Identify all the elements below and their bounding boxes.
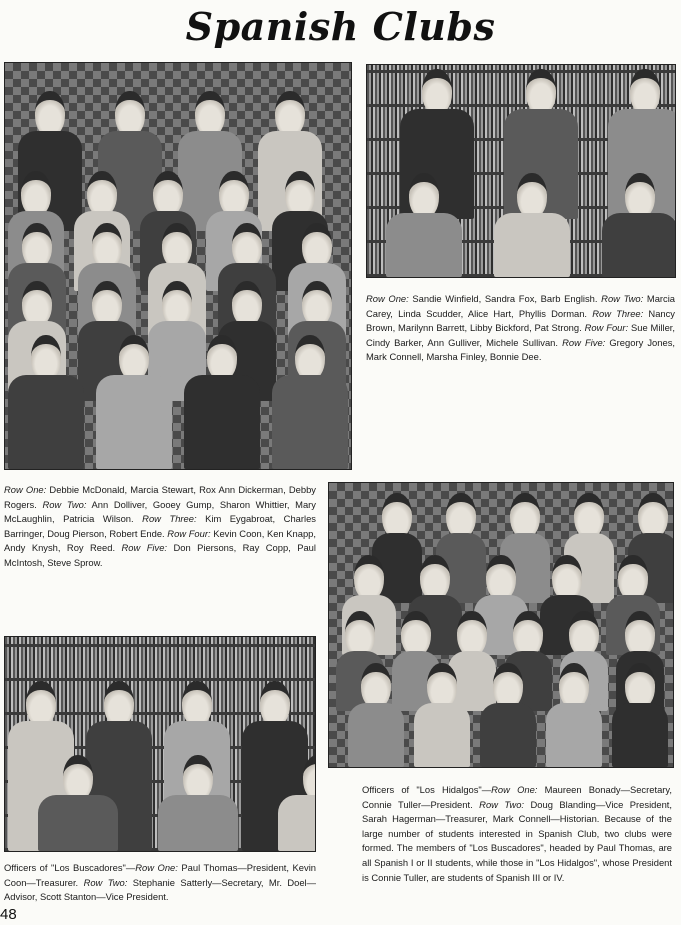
row-label: Row Two:	[83, 876, 128, 888]
row-label: Row Three:	[142, 513, 197, 525]
person-head	[361, 663, 391, 708]
row-label: Row Five:	[121, 542, 168, 554]
person-head	[517, 173, 547, 218]
person-head	[162, 223, 192, 268]
row-label: Row Two:	[479, 798, 525, 810]
person-figure	[599, 173, 676, 277]
person-head	[345, 611, 375, 656]
person-body	[602, 213, 676, 277]
caption-text: Sandie Winfield, Sandra Fox, Barb English.	[408, 293, 602, 304]
person-head	[427, 663, 457, 708]
photo-los-buscadores	[4, 636, 316, 852]
caption-text: Doug Blanding—Vice President, Sarah Hagerman—Treasurer, Mark Connell—Historian. Because of the large number of students interested in Spanish Club, two clubs were formed. The members of "Los Buscadores", headed by Paul Thomas, are all Spanish I or II students, while those in "Los Hidalgos", whose President is Connie Tuller, are students of Spanish III or IV.	[362, 798, 673, 883]
row-label: Row Two:	[42, 498, 87, 510]
person-head	[630, 69, 660, 114]
person-head	[638, 493, 668, 538]
person-head	[526, 69, 556, 114]
caption-text: Maureen Bonady—Secretary, Connie Tuller—President.	[362, 784, 672, 810]
person-head	[513, 611, 543, 656]
row-label: Row Four:	[167, 527, 211, 539]
person-head	[420, 555, 450, 600]
caption-text: Paul Thomas—President, Kevin Coon—Treasurer.	[4, 862, 316, 888]
person-head	[574, 493, 604, 538]
person-head	[63, 755, 93, 800]
caption-text: Sue Miller, Cindy Barker, Ann Gulliver, Michele Sullivan.	[366, 322, 676, 348]
caption-text: Officers of "Los Buscadores"—	[4, 862, 136, 873]
caption-text: Gregory Jones, Mark Connell, Marsha Finley, Bonnie Dee.	[366, 336, 675, 363]
person-head	[162, 281, 192, 326]
person-head	[409, 173, 439, 218]
person-figure	[35, 755, 121, 851]
person-figure	[477, 663, 539, 767]
person-body	[184, 375, 260, 469]
caption-group-bookshelf	[366, 292, 675, 365]
person-body	[348, 703, 404, 767]
person-figure	[345, 663, 407, 767]
person-figure	[5, 335, 87, 469]
person-head	[22, 223, 52, 268]
person-body	[612, 703, 668, 767]
person-head	[569, 611, 599, 656]
person-head	[260, 681, 290, 726]
row-label: Row Five:	[562, 336, 606, 348]
person-head	[446, 493, 476, 538]
person-head	[35, 91, 65, 136]
person-head	[382, 493, 412, 538]
person-head	[486, 555, 516, 600]
person-figure	[275, 755, 316, 851]
caption-text: Kim Eygabroat, Charles Barringer, Doug Pierson, Robert Ende.	[4, 513, 316, 539]
person-head	[232, 223, 262, 268]
person-head	[302, 281, 332, 326]
caption-text: Kevin Coon, Ken Knapp, Andy Knysh, Roy Reed.	[4, 527, 316, 554]
person-head	[92, 223, 122, 268]
person-figure	[383, 173, 465, 277]
person-head	[104, 681, 134, 726]
row-label: Row One:	[135, 862, 178, 873]
person-figure	[269, 335, 351, 469]
person-head	[115, 91, 145, 136]
person-figure	[491, 173, 573, 277]
person-head	[302, 223, 332, 268]
person-head	[31, 335, 61, 380]
person-head	[401, 611, 431, 656]
caption-los-hidalgos	[362, 783, 672, 885]
caption-text: Stephanie Satterly—Secretary, Mr. Doel—Advisor, Scott Stanton—Vice President.	[4, 876, 317, 903]
person-head	[457, 611, 487, 656]
person-head	[219, 171, 249, 216]
person-figure	[181, 335, 263, 469]
person-figure	[93, 335, 175, 469]
page-number: 48	[0, 906, 17, 923]
person-figure	[155, 755, 241, 851]
person-figure	[411, 663, 473, 767]
person-head	[625, 611, 655, 656]
person-head	[625, 173, 655, 218]
person-head	[552, 555, 582, 600]
caption-group-large	[4, 483, 316, 571]
person-head	[119, 335, 149, 380]
caption-text: Ann Dolliver, Gooey Gump, Sharon Whittier, Mary McLaughlin, Patricia Wilson.	[4, 498, 316, 525]
caption-text: Marcia Carey, Linda Scudder, Alice Hart, Phyllis Dorman.	[366, 293, 676, 319]
photo-los-hidalgos	[328, 482, 674, 768]
person-head	[207, 335, 237, 380]
person-head	[195, 91, 225, 136]
person-head	[510, 493, 540, 538]
person-head	[153, 171, 183, 216]
person-head	[625, 663, 655, 708]
person-body	[272, 375, 348, 469]
row-label: Row Three:	[592, 307, 644, 319]
person-body	[158, 795, 238, 851]
caption-text: Don Piersons, Ray Copp, Paul McIntosh, Steve Sprow.	[4, 542, 316, 568]
person-head	[87, 171, 117, 216]
person-head	[493, 663, 523, 708]
person-head	[92, 281, 122, 326]
caption-text: Nancy Brown, Marilynn Barrett, Libby Bickford, Pat Strong.	[366, 307, 675, 334]
person-body	[414, 703, 470, 767]
person-body	[386, 213, 462, 277]
caption-text: Officers of "Los Hidalgos"—	[362, 784, 492, 795]
person-head	[232, 281, 262, 326]
person-head	[285, 171, 315, 216]
person-head	[295, 335, 325, 380]
person-head	[303, 755, 316, 800]
group-photo-bookshelf	[366, 64, 676, 278]
person-head	[21, 171, 51, 216]
person-head	[559, 663, 589, 708]
group-photo-large	[4, 62, 352, 470]
page-title: Spanish Clubs	[185, 4, 496, 49]
person-body	[480, 703, 536, 767]
row-label: Row One:	[491, 784, 538, 795]
person-figure	[609, 663, 671, 767]
person-head	[618, 555, 648, 600]
person-body	[8, 375, 84, 469]
person-body	[546, 703, 602, 767]
person-head	[275, 91, 305, 136]
person-body	[278, 795, 316, 851]
person-head	[422, 69, 452, 114]
person-body	[96, 375, 172, 469]
row-label: Row Two:	[601, 293, 644, 304]
caption-los-buscadores	[4, 861, 316, 905]
person-body	[494, 213, 570, 277]
caption-text: Debbie McDonald, Marcia Stewart, Rox Ann Dickerman, Debby Rogers.	[4, 484, 316, 510]
person-body	[38, 795, 118, 851]
person-head	[26, 681, 56, 726]
person-head	[22, 281, 52, 326]
row-label: Row Four:	[584, 322, 629, 334]
person-head	[354, 555, 384, 600]
person-figure	[543, 663, 605, 767]
row-label: Row One:	[4, 484, 47, 495]
person-head	[183, 755, 213, 800]
person-head	[182, 681, 212, 726]
row-label: Row One:	[366, 293, 409, 304]
